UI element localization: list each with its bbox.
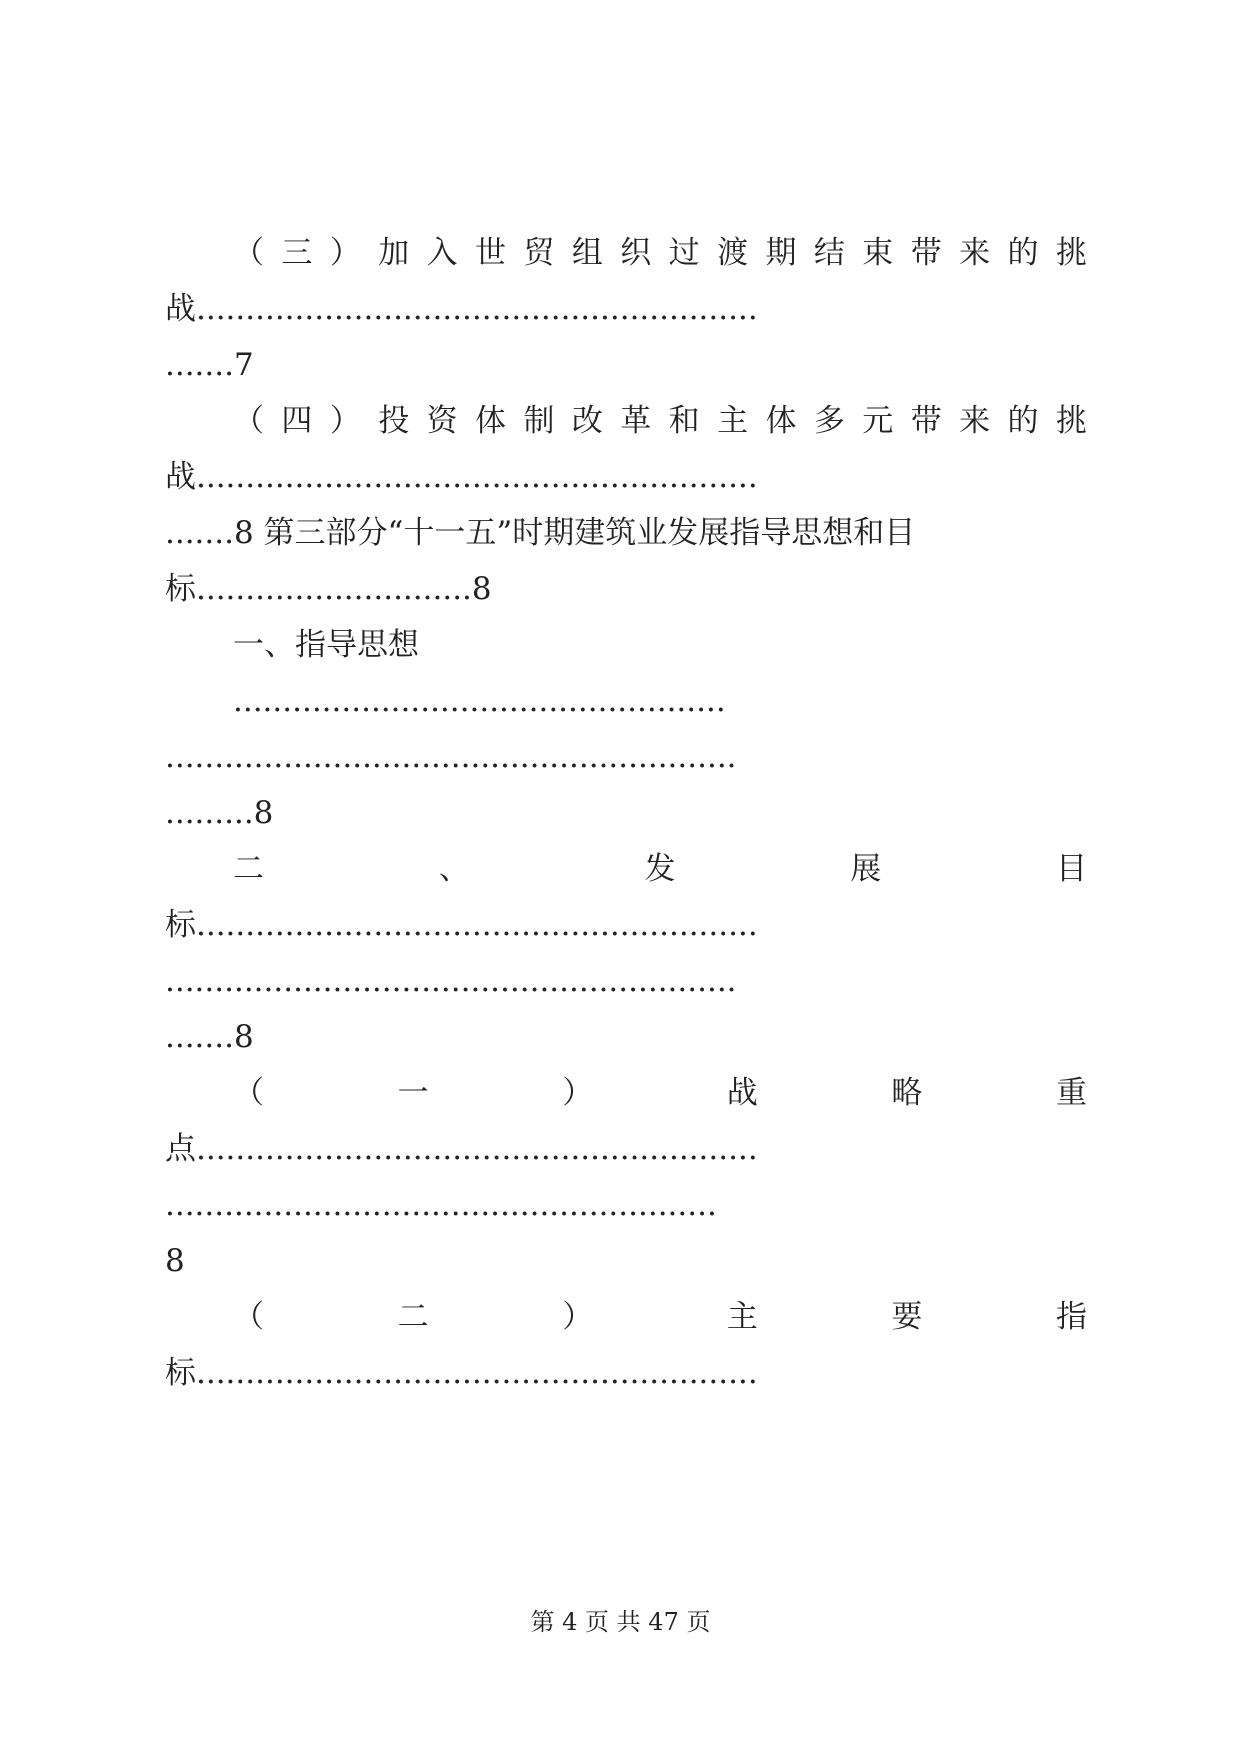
toc-page-number: 8 (165, 1243, 185, 1279)
toc-leader-line: .......................................................... (165, 739, 737, 775)
toc-char: 挑 (1055, 235, 1087, 271)
toc-char: ） (562, 1299, 594, 1335)
toc-char: 加 (378, 235, 410, 271)
toc-line-strategic-focus (233, 1071, 1087, 1115)
toc-char: 体 (475, 403, 507, 439)
toc-char: 入 (426, 235, 458, 271)
toc-leader-line: .......7 (165, 347, 254, 383)
toc-char: 展 (850, 851, 882, 887)
toc-leader-line: ........................................................ (165, 1187, 717, 1223)
toc-char: （ (233, 235, 264, 271)
toc-char: 束 (862, 235, 894, 271)
toc-char: 来 (959, 403, 991, 439)
toc-leader-line: 点......................................................... (165, 1131, 758, 1167)
toc-char: （ (233, 1299, 264, 1335)
toc-char: 元 (862, 403, 894, 439)
toc-char: 挑 (1055, 403, 1087, 439)
toc-char: 目 (1056, 851, 1087, 887)
toc-char: （ (233, 403, 264, 439)
toc-char: 、 (438, 851, 470, 887)
toc-char: 二 (397, 1299, 429, 1335)
toc-char: 四 (281, 403, 313, 439)
toc-line-challenge-wto (233, 231, 1087, 275)
toc-char: 和 (668, 403, 700, 439)
toc-char: 主 (726, 1299, 758, 1335)
toc-char: 革 (620, 403, 652, 439)
toc-char: 多 (813, 403, 845, 439)
toc-leader-line: 战......................................................... (165, 291, 758, 327)
toc-char: 组 (571, 235, 603, 271)
toc-char: 世 (475, 235, 507, 271)
toc-char: 主 (717, 403, 749, 439)
toc-char: 三 (281, 235, 313, 271)
toc-line-guiding-thought: 一、指导思想 (233, 627, 419, 663)
toc-char: 来 (959, 235, 991, 271)
toc-char: 织 (620, 235, 652, 271)
toc-char: 发 (644, 851, 676, 887)
toc-char: 投 (378, 403, 410, 439)
toc-char: 一 (397, 1075, 429, 1111)
toc-char: 重 (1055, 1075, 1087, 1111)
toc-line-part-three: .......8 第三部分“十一五”时期建筑业发展指导思想和目 (165, 515, 916, 551)
toc-char: ） (329, 235, 361, 271)
toc-leader-line: .......8 (165, 1019, 254, 1055)
toc-char: 期 (765, 235, 797, 271)
toc-leader-line: .........8 (165, 795, 274, 831)
toc-char: 二 (233, 851, 264, 887)
toc-char: 渡 (717, 235, 749, 271)
toc-char: 改 (571, 403, 603, 439)
toc-char: 带 (910, 235, 942, 271)
toc-char: ） (329, 403, 361, 439)
toc-char: 指 (1055, 1299, 1087, 1335)
toc-char: 资 (426, 403, 458, 439)
toc-char: （ (233, 1075, 264, 1111)
toc-line-main-indicators (233, 1295, 1087, 1339)
toc-char: 要 (891, 1299, 923, 1335)
toc-leader-line: .......................................................... (165, 963, 737, 999)
toc-line-development-goals (233, 847, 1087, 891)
toc-char: 的 (1007, 403, 1039, 439)
toc-leader-line: 战......................................................... (165, 459, 758, 495)
page-footer: 第 4 页 共 47 页 (530, 1608, 711, 1636)
toc-char: 体 (765, 403, 797, 439)
toc-char: ） (562, 1075, 594, 1111)
toc-char: 制 (523, 403, 555, 439)
toc-leader-line: .................................................. (233, 683, 726, 719)
toc-leader-line: 标......................................................... (165, 1355, 758, 1391)
toc-char: 略 (891, 1075, 923, 1111)
toc-line-challenge-investment (233, 399, 1087, 443)
toc-char: 过 (668, 235, 700, 271)
toc-leader-line: 标............................8 (165, 571, 492, 607)
toc-char: 贸 (523, 235, 555, 271)
toc-leader-line: 标......................................................... (165, 907, 758, 943)
toc-char: 带 (910, 403, 942, 439)
toc-char: 结 (813, 235, 845, 271)
toc-char: 的 (1007, 235, 1039, 271)
toc-char: 战 (726, 1075, 758, 1111)
